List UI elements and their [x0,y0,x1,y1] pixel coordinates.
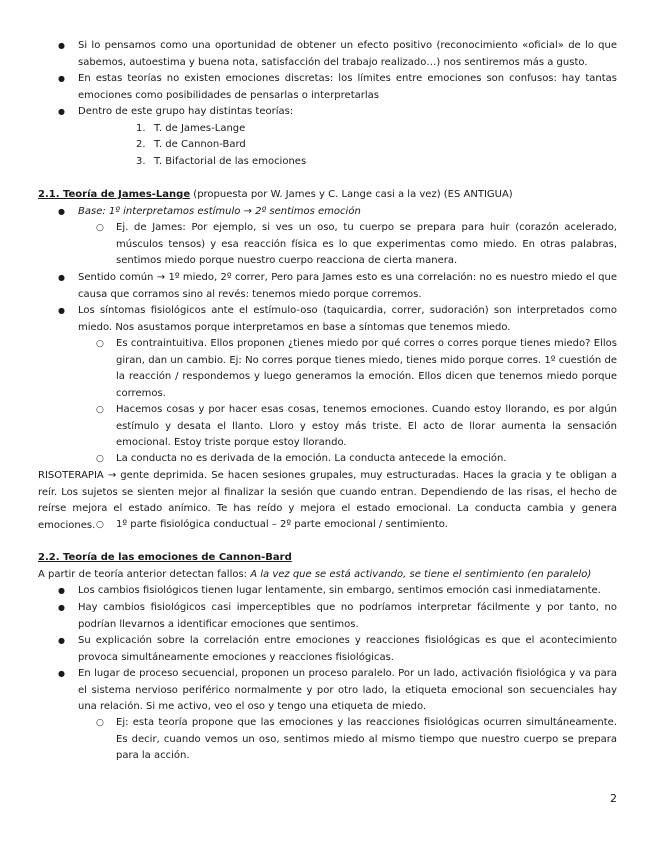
section-heading-james-lange [0,187,655,204]
heading-note: (propuesta por W. James y C. Lange casi a la vez) (ES ANTIGUA) [190,189,513,200]
list-number: 1. [136,123,146,134]
bullet-slow-changes: ● Los cambios fisiológicos tienen lugar lentamente, sin embargo, sentimos emoción casi inmediatamente. [0,583,655,600]
bullet-base: ● Base: 1º interpretamos estímulo → 2º sentimos emoción [0,204,655,221]
theory-list-item [0,121,655,138]
section-heading-cannon-bard [0,550,655,567]
heading-title: 2.1. Teoría de James-Lange [38,189,191,200]
bullet-simultaneous: ● Su explicación sobre la correlación entre emociones y reacciones fisiológicas es que el acontecimiento provoca simultáneamente emociones y reacciones fisiológicas. [0,633,655,666]
bullet-no-discrete-emotions: ● En estas teorías no existen emociones discretas: los límites entre emociones son confusos: hay tantas emociones como posibilidades de pensarlas o interpretarlas [0,71,655,104]
theory-label: T. de James-Lange [154,123,246,134]
list-number: 2. [136,139,146,150]
sub-bullet-actions-emotions: ○ Hacemos cosas y por hacer esas cosas, tenemos emociones. Cuando estoy llorando, es por algún estímulo y desata el llanto. Lloro y estoy más triste. El acto de llorar aumenta la sensación emocional. Estoy triste porque estoy llorando. [0,402,655,452]
paragraph-cannon-intro [0,567,655,584]
bullet-physiological-symptoms: ● Los síntomas fisiológicos ante el estímulo-oso (taquicardia, correr, sudoración) son interpretados como miedo. Nos asustamos porque interpretamos en base a síntomas que tenemos miedo. [0,303,655,336]
intro-italic: A la vez que se está activando, se tiene el sentimiento (en paralelo) [250,569,592,580]
sub-bullet-counterintuitive: ○ Es contraintuitiva. Ellos proponen ¿tienes miedo por qué corres o corres porque tienes miedo? Ellos giran, dan un cambio. Ej: No corres porque tienes miedo, tienes mido porque corres. 1º cuestión de la reacción / respondemos y luego generamos la emoción. Ellos dicen que tenemos miedo porque corremos. [0,336,655,402]
page-number: 2 [610,792,617,805]
bullet-imperceptible-changes: ● Hay cambios fisiológicos casi imperceptibles que no podríamos interpretar fácilmente y por tanto, no podrían llevarnos a identificar emociones que sentimos. [0,600,655,633]
bullet-theories-intro: ● Dentro de este grupo hay distintas teorías: [0,104,655,121]
theory-list-item [0,137,655,154]
theory-label: T. de Cannon-Bard [154,139,246,150]
paragraph-risoterapia: RISOTERAPIA → gente deprimida. Se hacen sesiones grupales, muy estructuradas. Haces la gracia y te obligan a reír. Los sujetos se sienten mejor al finalizar la sesión que cuando entran. Dependiendo de las risas, el hecho de reírse mejora el estado anímico. Te has reído y mejora el estado emocional. La conducta cambia y genera emociones. [38,470,617,531]
sub-bullet-parts: ○ 1º parte fisiológica conductual – 2º parte emocional / sentimiento. [0,517,655,534]
heading-title: 2.2. Teoría de las emociones de Cannon-Bard [38,552,292,563]
sub-bullet-james-example: ○ Ej. de James: Por ejemplo, si ves un oso, tu cuerpo se prepara para huir (corazón acelerado, músculos tensos) y esa reacción física es lo que experimentas como miedo. En otras palabras, sentimos miedo porque nuestro cuerpo reacciona de cierta manera. [0,220,655,270]
bullet-common-sense: ● Sentido común → 1º miedo, 2º correr, Pero para James esto es una correlación: no es nuestro miedo el que causa que corramos sino al revés: tenemos miedo porque corremos. [0,270,655,303]
list-number: 3. [136,156,146,167]
intro-text: A partir de teoría anterior detectan fallos: [38,569,251,580]
bullet-parallel-process: ● En lugar de proceso secuencial, proponen un proceso paralelo. Por un lado, activación fisiológica y va para el sistema nervioso periférico normalmente y por otro lado, la etiqueta emocional son secuenciales hay una relación. Si me activo, veo el oso y tengo una etiqueta de miedo. [0,666,655,716]
sub-bullet-bear-example: ○ Ej: esta teoría propone que las emociones y las reacciones fisiológicas ocurren simultáneamente. Es decir, cuando vemos un oso, sentimos miedo al mismo tiempo que nuestro cuerpo se prepara para la acción. [0,715,655,765]
bullet-positive-effect: ● Si lo pensamos como una oportunidad de obtener un efecto positivo (reconocimiento «oficial» de lo que sabemos, autoestima y buena nota, satisfacción del trabajo realizado…) nos sentiremos más a gusto. [0,38,655,71]
sub-bullet-behavior-precedes: ○ La conducta no es derivada de la emoción. La conducta antecede la emoción. [0,451,655,468]
theory-list-item [0,154,655,171]
theory-label: T. Bifactorial de las emociones [154,156,307,167]
